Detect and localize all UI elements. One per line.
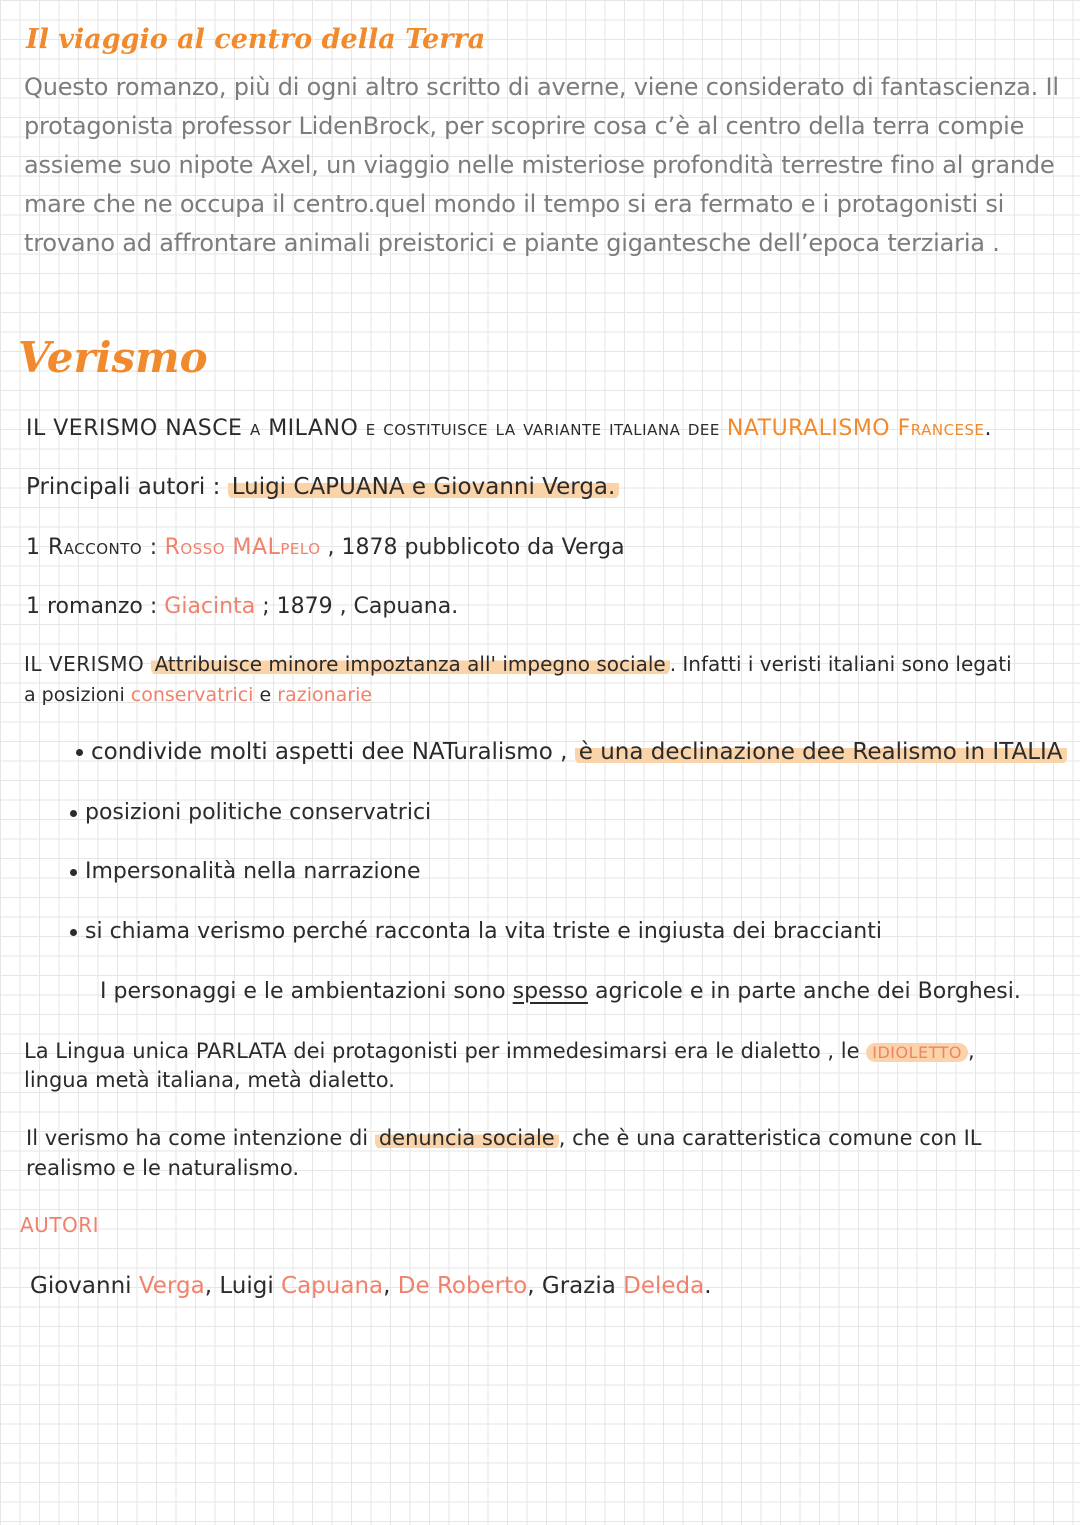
- main-authors-names: Luigi CAPUANA e Giovanni Verga.: [228, 474, 620, 500]
- characters-line: [100, 979, 1021, 1004]
- bullet-dot-icon: [70, 929, 77, 936]
- bullet-dot-icon: [70, 810, 77, 817]
- author-last: Verga: [138, 1273, 205, 1299]
- positions-start: a posizioni: [24, 684, 125, 706]
- bullet-text: posizioni politiche conservatrici: [85, 800, 432, 825]
- authors-heading: AUTORI: [20, 1213, 100, 1237]
- origin-line: [26, 416, 992, 441]
- author-sep: ,: [383, 1273, 391, 1299]
- author-last: De Roberto: [397, 1273, 528, 1299]
- story-line: [26, 535, 625, 560]
- language-line-2: lingua metà italiana, metà dialetto.: [24, 1068, 395, 1092]
- bullet-dot-icon: [76, 749, 83, 756]
- main-authors-line: [26, 474, 619, 500]
- bullet-text: condivide molti aspetti dee NATuralismo ,: [91, 739, 568, 765]
- characters-end: agricole e in parte anche dei Borghesi.: [595, 979, 1021, 1004]
- origin-text: IL VERISMO NASCE a MILANO e costituisce la variante italiana dee: [26, 416, 720, 441]
- characters-start: I personaggi e le ambientazioni sono: [100, 979, 506, 1004]
- naturalismo-term: NATURALISMO Francese: [726, 416, 985, 441]
- intent-highlight: denuncia sociale: [375, 1126, 559, 1150]
- bullet-item: [70, 859, 421, 884]
- bullet-dot-icon: [70, 869, 77, 876]
- author-first: Giovanni: [30, 1273, 132, 1299]
- author-first: Grazia: [541, 1273, 616, 1299]
- bullet-highlight: è una declinazione dee Realismo in ITALIA: [575, 739, 1067, 765]
- author-first: Luigi: [219, 1273, 274, 1299]
- author-sep: ,: [527, 1273, 535, 1299]
- language-line: [24, 1039, 975, 1063]
- novel-title: Giacinta: [164, 594, 256, 619]
- social-rest: . Infatti i veristi italiani sono legati: [669, 652, 1012, 676]
- main-authors-label: Principali autori :: [26, 474, 221, 500]
- intent-start: Il verismo ha come intenzione di: [26, 1126, 369, 1150]
- bullet-text: Impersonalità nella narrazione: [85, 859, 421, 884]
- intent-line: [26, 1126, 982, 1150]
- novel-label: 1 romanzo :: [26, 594, 158, 619]
- novel-details: ; 1879 , Capuana.: [262, 594, 459, 619]
- positions-razionarie: razionarie: [277, 684, 373, 706]
- language-start: La Lingua unica PARLATA dei protagonisti per immedesimarsi era le dialetto , le: [24, 1039, 860, 1063]
- language-end: ,: [967, 1039, 975, 1063]
- novel-line: [26, 594, 458, 619]
- origin-end: .: [984, 416, 992, 441]
- story-title: Rosso MALpelo: [164, 535, 321, 560]
- social-line: [24, 652, 1012, 676]
- bullet-item: [70, 919, 882, 944]
- book-title: Il viaggio al centro della Terra: [26, 24, 486, 55]
- author-sep: .: [704, 1273, 712, 1299]
- story-details: , 1878 pubblicoto da Verga: [327, 535, 625, 560]
- positions-conservatrici: conservatrici: [130, 684, 254, 706]
- social-highlight: Attribuisce minore impoztanza all' impegno sociale: [151, 652, 670, 676]
- authors-list: [30, 1273, 712, 1299]
- intent-line-2: realismo e le naturalismo.: [26, 1156, 300, 1180]
- positions-and: e: [259, 684, 272, 706]
- intent-end: , che è una caratteristica comune con IL: [558, 1126, 982, 1150]
- social-start: IL VERISMO: [24, 652, 145, 676]
- positions-line: [24, 684, 372, 706]
- author-sep: ,: [204, 1273, 213, 1299]
- story-label: 1 Racconto :: [26, 535, 158, 560]
- characters-underlined: spesso: [512, 979, 589, 1004]
- bullet-item: [70, 800, 431, 825]
- intro-paragraph: Questo romanzo, più di ogni altro scritto di averne, viene considerato di fantascienza. Il protagonista professor LidenBrock, per scoprire cosa c’è al centro della terra compie assieme suo nipote Axel, un viaggio nelle misteriose profondità terrestre fino al grande mare che ne occupa il centro.quel mondo il tempo si era fermato e i protagonisti si trovano ad affrontare animali preistorici e piante gigantesche dell’epoca terziaria .: [24, 73, 1059, 257]
- author-last: Capuana: [281, 1273, 384, 1299]
- section-title: Verismo: [18, 333, 208, 382]
- idioletto-highlight: IDIOLETTO: [866, 1043, 968, 1062]
- bullet-text: si chiama verismo perché racconta la vita triste e ingiusta dei braccianti: [85, 919, 882, 944]
- author-last: Deleda: [623, 1273, 705, 1299]
- bullet-item: [76, 739, 1067, 765]
